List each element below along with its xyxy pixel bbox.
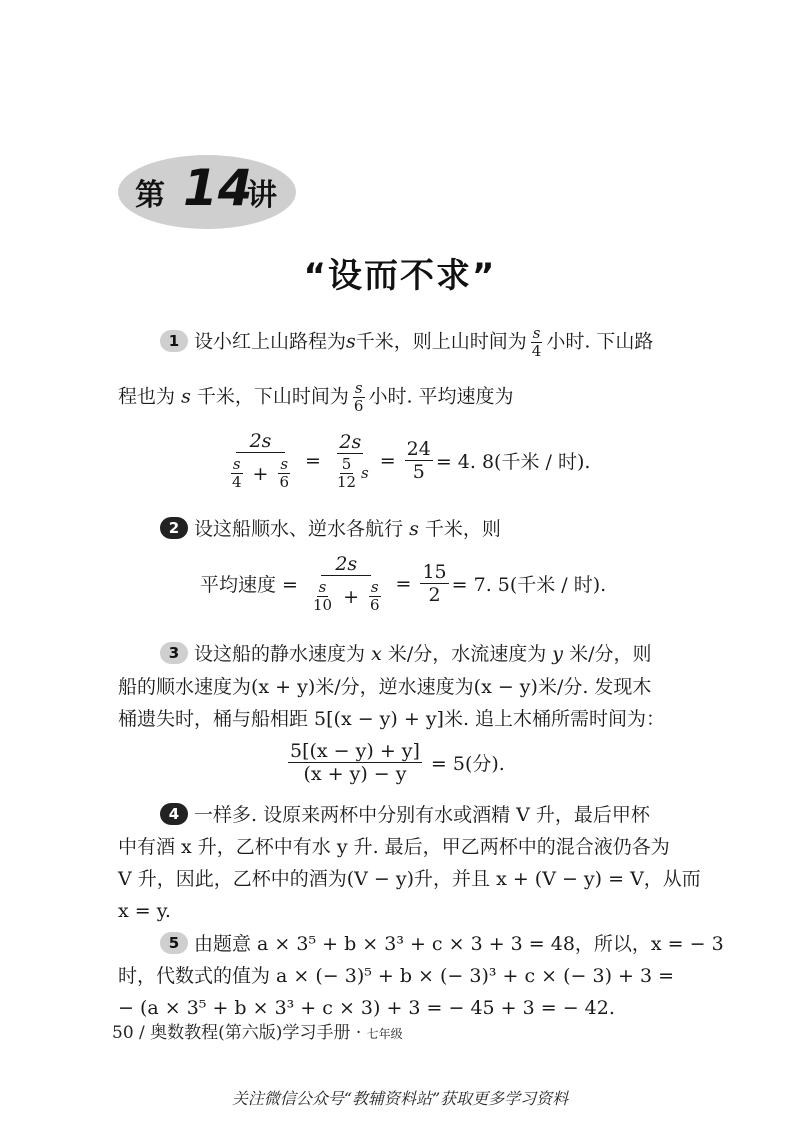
book-title: / 奥数教程(第六版)学习手册 · [133, 1023, 367, 1043]
problem-4-line-1: 4 一样多. 设原来两杯中分别有水或酒精 V 升，最后甲杯 [160, 802, 650, 828]
problem-1-equation: 2s $\frac{s}{4}$ + $\frac{s}{6}$ = 2s $\frac{5}{12}$ s = $\frac{24}{5}$ = 4. 8(千米 / 时). [222, 430, 590, 491]
problem-number-4: 4 [160, 803, 188, 825]
fraction-main: 2s $\frac{s}{4}$ + $\frac{s}{6}$ [232, 430, 290, 491]
problem-number-3: 3 [160, 642, 188, 664]
problem-4-line-2: 中有酒 x 升，乙杯中有水 y 升. 最后，甲乙两杯中的混合液仍各为 [118, 836, 670, 858]
problem-3-equation: $\frac{5[(x - y) + y]}{(x + y) - y}$ = 5(分). [290, 740, 505, 785]
problem-2-equation: 平均速度 = 2s $\frac{s}{10}$ + $\frac{s}{6}$ = $\frac{15}{2}$ = 7. 5(千米 / 时). [200, 553, 607, 614]
problem-3-line-2: 船的顺水速度为(x + y)米/分，逆水速度为(x − y)米/分. 发现木 [118, 676, 652, 698]
problem-1-line-2: 程也为 s 千米，下山时间为 $\frac{s}{6}$ 小时. 平均速度为 [118, 379, 514, 415]
page-number: 50 [112, 1023, 134, 1043]
page-title: “设而不求” [303, 256, 497, 296]
fraction-s-over-4: $\frac{s}{4}$ [531, 324, 542, 360]
problem-number-5: 5 [160, 932, 188, 954]
fraction-15-over-2: $\frac{15}{2}$ [422, 561, 447, 606]
chapter-number: 14 [183, 159, 253, 217]
problem-4-line-3: V 升，因此，乙杯中的酒为(V − y)升，并且 x + (V − y) = V，从而 [118, 868, 701, 890]
fraction-p3: $\frac{5[(x - y) + y]}{(x + y) - y}$ [290, 740, 420, 785]
fraction-p2-main: 2s $\frac{s}{10}$ + $\frac{s}{6}$ [312, 553, 380, 614]
problem-4-line-4: x = y. [118, 900, 171, 922]
problem-number-1: 1 [160, 330, 188, 352]
problem-5-line-3: − (a × 3⁵ + b × 3³ + c × 3) + 3 = − 45 + 3 = − 42. [118, 997, 615, 1019]
grade-label: 七年级 [366, 1027, 403, 1041]
chapter-suffix: 讲 [247, 178, 277, 213]
page-footer [112, 1018, 403, 1043]
problem-2-line-1: 2 设这船顺水、逆水各航行 s 千米，则 [160, 516, 501, 542]
problem-5-line-2: 时，代数式的值为 a × (− 3)⁵ + b × (− 3)³ + c × (− 3) + 3 = [118, 965, 675, 987]
fraction-second: 2s $\frac{5}{12}$ s [336, 430, 369, 491]
fraction-s-over-6: $\frac{s}{6}$ [353, 379, 364, 415]
fraction-24-over-5: $\frac{24}{5}$ [406, 438, 431, 483]
problem-1-line-1: 1 设小红上山路程为s千米，则上山时间为 $\frac{s}{4}$ 小时. 下山路 [160, 325, 653, 360]
problem-number-2: 2 [160, 517, 188, 539]
problem-3-line-1: 3 设这船的静水速度为 x 米/分，水流速度为 y 米/分，则 [160, 641, 651, 667]
problem-5-line-1: 5 由题意 a × 3⁵ + b × 3³ + c × 3 + 3 = 48，所以，x = − 3 [160, 931, 724, 957]
bottom-note: 关注微信公众号“教辅资料站”获取更多学习资料 [231, 1089, 569, 1108]
problem-3-line-3: 桶遗失时，桶与船相距 5[(x − y) + y]米. 追上木桶所需时间为： [118, 708, 666, 730]
chapter-prefix: 第 [135, 178, 165, 213]
